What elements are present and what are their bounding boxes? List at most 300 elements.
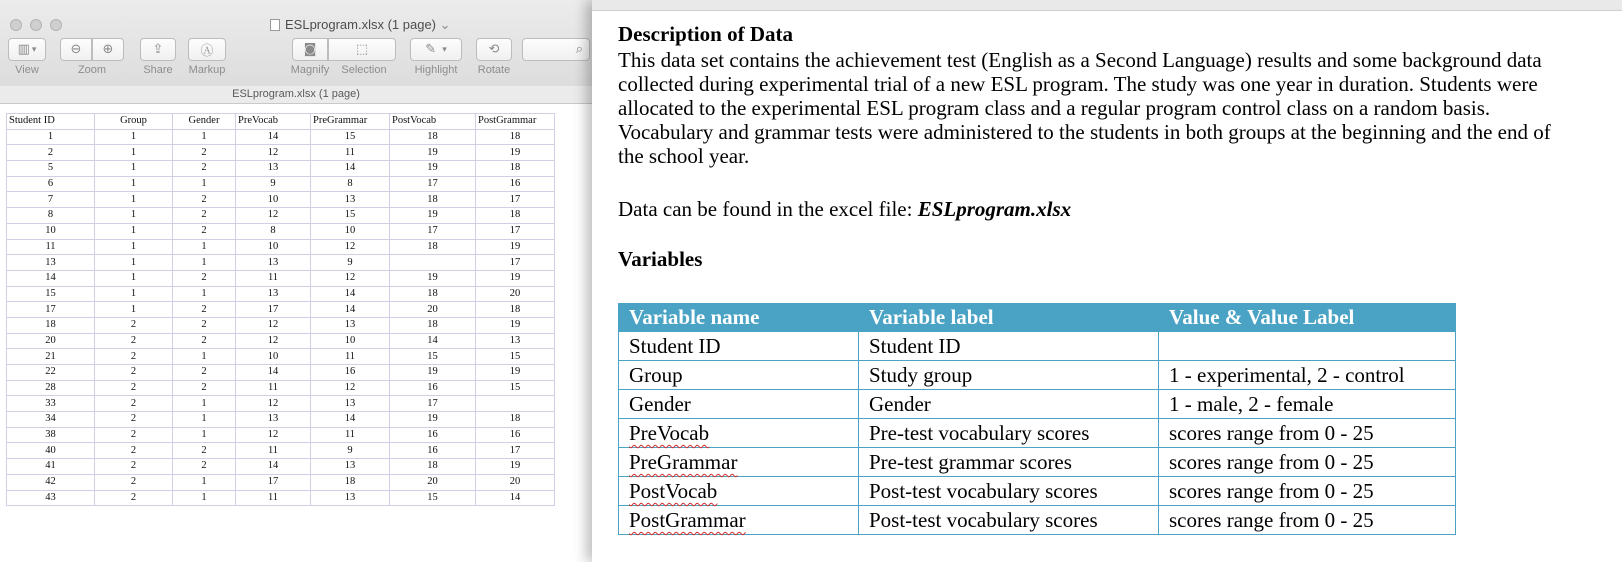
zoom-label: Zoom [77, 64, 107, 76]
table-cell: 19 [476, 459, 555, 475]
table-cell: 28 [7, 380, 95, 396]
variables-table [618, 303, 1456, 535]
search-icon: ⌕ [575, 42, 583, 57]
table-cell: 1 [173, 129, 236, 145]
table-cell: 2 [95, 474, 173, 490]
magnify-icon: ◙ [303, 42, 317, 57]
table-row [7, 208, 555, 224]
table-cell: 8 [236, 223, 311, 239]
table-cell: 14 [236, 129, 311, 145]
table-cell: 2 [173, 161, 236, 177]
table-cell: 20 [7, 333, 95, 349]
table-cell: 2 [173, 365, 236, 381]
minimize-window-button[interactable] [30, 19, 42, 31]
table-cell: 12 [311, 239, 390, 255]
table-cell: 15 [476, 380, 555, 396]
table-cell: 14 [236, 459, 311, 475]
table-row [7, 333, 555, 349]
table-cell [859, 332, 1159, 361]
table-cell [859, 448, 1159, 477]
table-cell: 9 [236, 176, 311, 192]
table-cell [619, 477, 859, 506]
table-cell: 19 [476, 239, 555, 255]
table-cell: 1 [173, 349, 236, 365]
table-cell: 2 [173, 443, 236, 459]
table-cell: 1 [95, 302, 173, 318]
cell-text: 1 - experimental, 2 - control [1169, 363, 1405, 387]
col-header-group: Group [95, 114, 173, 130]
table-cell: 2 [173, 302, 236, 318]
table-cell: 2 [95, 333, 173, 349]
table-cell: 15 [390, 349, 476, 365]
preview-window [0, 0, 592, 562]
table-row [7, 270, 555, 286]
table-cell: 18 [476, 208, 555, 224]
variables-header-value: Value & Value Label [1159, 304, 1456, 332]
table-cell: 2 [173, 145, 236, 161]
table-cell: 1 [95, 270, 173, 286]
table-cell: 14 [476, 490, 555, 506]
table-cell [619, 390, 859, 419]
magnify-label: Magnify [290, 64, 330, 76]
cell-text: scores range from 0 - 25 [1169, 479, 1374, 503]
table-cell: 17 [476, 223, 555, 239]
view-button[interactable] [8, 38, 46, 61]
cell-text: 1 - male, 2 - female [1169, 392, 1334, 416]
table-cell: 1 [173, 396, 236, 412]
table-cell: 20 [476, 286, 555, 302]
table-cell: 14 [311, 412, 390, 428]
table-cell: 1 [173, 412, 236, 428]
table-cell: 13 [236, 255, 311, 271]
table-cell: 20 [390, 474, 476, 490]
table-cell: 40 [7, 443, 95, 459]
table-cell: 1 [173, 239, 236, 255]
table-cell: 10 [311, 223, 390, 239]
zoom-window-button[interactable] [50, 19, 62, 31]
table-row [7, 459, 555, 475]
table-row [7, 380, 555, 396]
cell-text: Student ID [629, 334, 721, 358]
table-cell: 18 [476, 412, 555, 428]
table-cell: 13 [236, 412, 311, 428]
table-cell: 14 [311, 286, 390, 302]
cell-text: scores range from 0 - 25 [1169, 508, 1374, 532]
table-cell: 12 [236, 317, 311, 333]
table-cell: 2 [173, 270, 236, 286]
table-cell: 13 [236, 161, 311, 177]
table-cell: 12 [311, 380, 390, 396]
table-cell: 9 [311, 443, 390, 459]
table-cell: 2 [95, 412, 173, 428]
table-row [7, 286, 555, 302]
table-cell: 13 [311, 192, 390, 208]
table-row [7, 317, 555, 333]
highlight-button[interactable] [410, 38, 462, 61]
table-cell: 2 [95, 459, 173, 475]
table-cell: 17 [390, 223, 476, 239]
table-cell: 17 [7, 302, 95, 318]
table-cell [1159, 332, 1456, 361]
table-cell: 18 [390, 286, 476, 302]
table-cell: 1 [95, 176, 173, 192]
table-cell [619, 448, 859, 477]
table-cell: 19 [476, 365, 555, 381]
table-row [619, 419, 1456, 448]
table-cell: 11 [236, 490, 311, 506]
table-cell: 2 [95, 349, 173, 365]
markup-pen-icon: Ⓐ [200, 44, 214, 59]
table-cell: 17 [236, 474, 311, 490]
highlight-label: Highlight [414, 64, 458, 76]
table-cell: 10 [7, 223, 95, 239]
variables-header-row [619, 304, 1456, 332]
table-row [7, 129, 555, 145]
table-cell: 2 [173, 333, 236, 349]
table-cell: 43 [7, 490, 95, 506]
table-row [7, 396, 555, 412]
table-cell: 8 [7, 208, 95, 224]
table-cell: 1 [95, 255, 173, 271]
zoom-in-button[interactable] [92, 38, 124, 61]
table-cell: 2 [95, 427, 173, 443]
selection-icon: ⬚ [355, 42, 369, 57]
table-cell: 2 [95, 365, 173, 381]
table-cell: 10 [236, 239, 311, 255]
table-row [619, 390, 1456, 419]
table-cell: 16 [390, 427, 476, 443]
table-cell [1159, 419, 1456, 448]
document-icon [270, 19, 280, 31]
table-row [7, 427, 555, 443]
table-cell: 14 [311, 161, 390, 177]
table-cell: 7 [7, 192, 95, 208]
table-cell: 18 [476, 161, 555, 177]
window-title[interactable] [270, 17, 451, 33]
table-cell: 16 [390, 443, 476, 459]
table-cell: 17 [476, 192, 555, 208]
table-cell: 20 [476, 474, 555, 490]
table-cell: 11 [311, 349, 390, 365]
table-cell: 1 [173, 427, 236, 443]
rotate-label: Rotate [477, 64, 511, 76]
table-cell: 18 [476, 302, 555, 318]
table-cell: 18 [390, 192, 476, 208]
table-cell [859, 506, 1159, 535]
table-cell: 2 [95, 380, 173, 396]
table-cell: 18 [7, 317, 95, 333]
table-cell: 18 [311, 474, 390, 490]
chevron-down-icon: ▾ [31, 44, 37, 55]
table-cell [1159, 506, 1456, 535]
table-cell: 16 [476, 176, 555, 192]
document-toolbar-strip [592, 0, 1622, 11]
table-cell: 19 [390, 161, 476, 177]
table-cell: 1 [95, 286, 173, 302]
table-cell: 6 [7, 176, 95, 192]
window-title-text: ESLprogram.xlsx (1 page) [285, 17, 437, 32]
table-row [619, 332, 1456, 361]
table-cell: 17 [476, 255, 555, 271]
cell-text: Pre-test grammar scores [869, 450, 1072, 474]
table-cell: 17 [236, 302, 311, 318]
table-cell: 20 [390, 302, 476, 318]
table-cell: 17 [390, 396, 476, 412]
table-cell: 18 [390, 317, 476, 333]
table-row [7, 474, 555, 490]
table-cell: 8 [311, 176, 390, 192]
cell-text: Study group [869, 363, 973, 387]
table-row [619, 448, 1456, 477]
table-cell: 12 [236, 427, 311, 443]
table-cell: 14 [236, 365, 311, 381]
search-field[interactable] [522, 38, 590, 61]
table-cell: 13 [311, 459, 390, 475]
table-cell: 13 [236, 286, 311, 302]
table-cell: 1 [95, 161, 173, 177]
table-cell: 1 [173, 286, 236, 302]
table-cell: 1 [7, 129, 95, 145]
table-cell: 1 [95, 239, 173, 255]
cell-text: Post-test vocabulary scores [869, 479, 1098, 503]
col-header-gender: Gender [173, 114, 236, 130]
table-cell: 2 [173, 192, 236, 208]
table-cell: 10 [236, 349, 311, 365]
cell-text: PreGrammar [629, 450, 738, 474]
table-cell: 12 [311, 270, 390, 286]
rotate-button[interactable] [476, 38, 512, 61]
table-row [619, 361, 1456, 390]
table-cell: 13 [311, 490, 390, 506]
table-cell: 14 [7, 270, 95, 286]
table-cell: 13 [311, 317, 390, 333]
selection-button[interactable] [328, 38, 396, 61]
table-row [619, 477, 1456, 506]
cell-text: PostVocab [629, 479, 718, 503]
table-cell: 1 [173, 176, 236, 192]
table-cell: 38 [7, 427, 95, 443]
table-cell: 41 [7, 459, 95, 475]
table-cell: 1 [173, 255, 236, 271]
table-cell [476, 396, 555, 412]
table-row [7, 192, 555, 208]
table-cell [619, 419, 859, 448]
table-cell: 12 [236, 396, 311, 412]
cell-text: Pre-test vocabulary scores [869, 421, 1090, 445]
table-cell: 17 [476, 443, 555, 459]
table-cell: 19 [476, 270, 555, 286]
document-subtitle: ESLprogram.xlsx (1 page) [0, 86, 592, 104]
table-cell: 11 [311, 427, 390, 443]
table-row [7, 349, 555, 365]
table-cell: 11 [236, 443, 311, 459]
table-cell: 2 [173, 208, 236, 224]
table-cell: 19 [390, 365, 476, 381]
sidebar-icon: ▥ [17, 42, 30, 57]
table-cell: 2 [7, 145, 95, 161]
table-cell: 1 [95, 129, 173, 145]
description-heading: Description of Data [618, 22, 793, 46]
table-cell [1159, 390, 1456, 419]
table-cell: 2 [173, 459, 236, 475]
cell-text: Student ID [869, 334, 961, 358]
table-cell: 34 [7, 412, 95, 428]
description-body: This data set contains the achievement test (English as a Second Language) results and some background data collected during experimental trial of a new ESL program. The study was one year in duration. Students were allocated to the experimental ESL program class and a regular program control class on a random basis. Vocabulary and grammar tests were administered to the students in both groups at the beginning and the end of the school year. [618, 48, 1551, 168]
table-row [7, 365, 555, 381]
table-cell: 2 [173, 317, 236, 333]
table-cell: 2 [95, 317, 173, 333]
share-label: Share [143, 64, 173, 76]
col-header-prevocab: PreVocab [236, 114, 311, 130]
chevron-down-icon: ⌄ [439, 17, 451, 32]
data-file-prefix: Data can be found in the excel file: [618, 197, 918, 221]
zoom-out-button[interactable] [60, 38, 92, 61]
table-cell: 15 [390, 490, 476, 506]
table-row [7, 145, 555, 161]
table-cell [1159, 361, 1456, 390]
table-cell: 1 [95, 145, 173, 161]
rotate-icon: ⟲ [488, 42, 500, 57]
table-cell: 15 [476, 349, 555, 365]
table-cell: 12 [236, 145, 311, 161]
table-cell: 1 [173, 474, 236, 490]
col-header-pregrammar: PreGrammar [311, 114, 390, 130]
table-cell: 19 [390, 270, 476, 286]
highlighter-icon: ✎ [425, 42, 437, 57]
markup-button[interactable] [188, 38, 226, 61]
table-cell: 15 [311, 208, 390, 224]
table-cell [859, 361, 1159, 390]
table-cell: 16 [390, 380, 476, 396]
share-icon: ⇪ [152, 42, 164, 57]
table-cell: 2 [95, 396, 173, 412]
table-cell: 15 [7, 286, 95, 302]
data-file-name: ESLprogram.xlsx [917, 197, 1072, 221]
table-cell: 21 [7, 349, 95, 365]
table-cell: 13 [7, 255, 95, 271]
table-cell: 14 [390, 333, 476, 349]
col-header-postvocab: PostVocab [390, 114, 476, 130]
table-cell: 18 [476, 129, 555, 145]
zoom-in-icon: ⊕ [102, 42, 114, 57]
word-document-window [592, 0, 1622, 562]
variables-table-body [619, 332, 1456, 535]
col-header-student-id: Student ID [7, 114, 95, 130]
table-cell: 33 [7, 396, 95, 412]
table-cell: 2 [173, 223, 236, 239]
table-cell: 19 [476, 317, 555, 333]
cell-text: scores range from 0 - 25 [1169, 421, 1374, 445]
table-cell: 13 [476, 333, 555, 349]
table-cell: 1 [95, 192, 173, 208]
cell-text: PostGrammar [629, 508, 746, 532]
table-cell [1159, 448, 1456, 477]
table-cell: 2 [95, 443, 173, 459]
table-cell: 10 [236, 192, 311, 208]
table-row [7, 443, 555, 459]
table-cell [619, 506, 859, 535]
cell-text: Group [629, 363, 683, 387]
table-row [7, 239, 555, 255]
variables-header-label: Variable label [859, 304, 1159, 332]
table-cell: 12 [236, 333, 311, 349]
cell-text: Gender [629, 392, 691, 416]
cell-text: scores range from 0 - 25 [1169, 450, 1374, 474]
preview-titlebar [0, 0, 592, 90]
table-cell [619, 332, 859, 361]
table-cell: 17 [390, 176, 476, 192]
spreadsheet-table [6, 113, 555, 506]
table-cell: 16 [476, 427, 555, 443]
cell-text: Gender [869, 392, 931, 416]
table-cell: 16 [311, 365, 390, 381]
table-row [7, 161, 555, 177]
table-cell: 12 [236, 208, 311, 224]
table-cell: 11 [311, 145, 390, 161]
table-cell [859, 477, 1159, 506]
data-file-line [618, 197, 1071, 222]
magnify-button[interactable] [292, 38, 328, 61]
table-cell: 9 [311, 255, 390, 271]
table-row [7, 223, 555, 239]
table-row [7, 412, 555, 428]
table-cell: 1 [173, 490, 236, 506]
table-cell: 19 [390, 145, 476, 161]
table-row [619, 506, 1456, 535]
table-cell [1159, 477, 1456, 506]
table-cell: 1 [95, 223, 173, 239]
chevron-down-icon: ▾ [442, 44, 447, 55]
table-cell: 19 [390, 412, 476, 428]
spreadsheet-header-row [7, 114, 555, 130]
table-cell: 18 [390, 129, 476, 145]
table-row [7, 255, 555, 271]
table-cell: 19 [390, 208, 476, 224]
table-cell: 11 [7, 239, 95, 255]
markup-label: Markup [188, 64, 226, 76]
col-header-postgrammar: PostGrammar [476, 114, 555, 130]
view-label: View [15, 64, 39, 76]
table-cell: 2 [173, 380, 236, 396]
variables-header-name: Variable name [619, 304, 859, 332]
table-cell [619, 361, 859, 390]
table-cell: 18 [390, 459, 476, 475]
table-cell: 15 [311, 129, 390, 145]
table-cell: 10 [311, 333, 390, 349]
table-cell [859, 419, 1159, 448]
table-cell [390, 255, 476, 271]
table-cell: 19 [476, 145, 555, 161]
table-row [7, 176, 555, 192]
table-row [7, 490, 555, 506]
selection-label: Selection [341, 64, 387, 76]
share-button[interactable] [140, 38, 176, 61]
table-row [7, 302, 555, 318]
table-cell: 22 [7, 365, 95, 381]
table-cell [859, 390, 1159, 419]
cell-text: Post-test vocabulary scores [869, 508, 1098, 532]
table-cell: 14 [311, 302, 390, 318]
table-cell: 11 [236, 380, 311, 396]
table-cell: 2 [95, 490, 173, 506]
table-cell: 42 [7, 474, 95, 490]
variables-heading: Variables [618, 247, 703, 271]
table-cell: 11 [236, 270, 311, 286]
close-window-button[interactable] [10, 19, 22, 31]
cell-text: PreVocab [629, 421, 710, 445]
zoom-out-icon: ⊖ [70, 42, 82, 57]
table-cell: 13 [311, 396, 390, 412]
